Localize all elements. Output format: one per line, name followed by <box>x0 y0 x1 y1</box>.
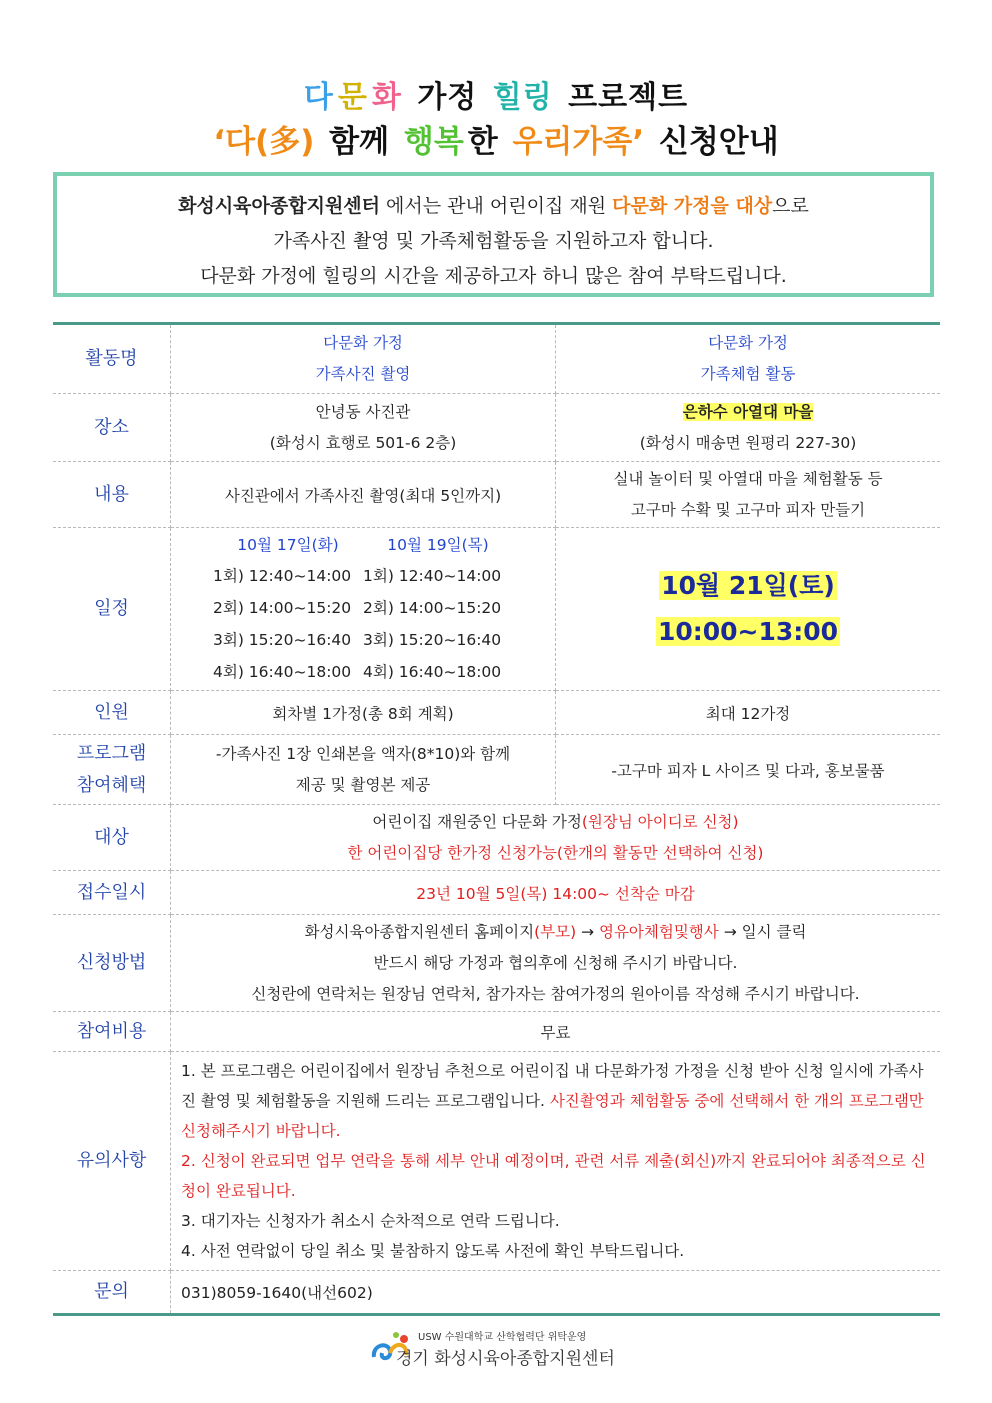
row-label: 대상 <box>53 805 171 871</box>
row-label: 내용 <box>53 462 171 528</box>
title-word: 한 <box>467 124 498 160</box>
schedule-slot <box>177 560 549 592</box>
cell-line: 반드시 해당 가정과 협의후에 신청해 주시기 바랍니다. <box>373 953 738 972</box>
benefit-experience: -고구마 피자 L 사이즈 및 다과, 홍보물품 <box>556 735 940 805</box>
title-word: 프로젝트 <box>568 80 689 115</box>
apply-text: → 일시 클릭 <box>718 922 807 941</box>
slot-time: 1회) 12:40~14:00 <box>213 567 352 585</box>
slot-time: 3회) 15:20~16:40 <box>213 631 352 649</box>
slot-time: 2회) 14:00~15:20 <box>363 599 502 617</box>
activity-experience <box>556 324 940 394</box>
footer-operator: USW 수원대학교 산학협력단 위탁운영 <box>418 1332 587 1343</box>
intro-box <box>53 172 934 297</box>
schedule-photo <box>171 528 556 691</box>
schedule-slot <box>177 656 549 688</box>
table-row <box>53 1012 940 1052</box>
table-row <box>53 462 940 528</box>
row-label: 참여비용 <box>53 1012 171 1052</box>
date-cell: 23년 10월 5일(목) 14:00~ 선착순 마감 <box>171 871 941 915</box>
cell-line <box>562 397 934 428</box>
slot-time: 4회) 16:40~18:00 <box>363 663 502 681</box>
slot-time: 3회) 15:20~16:40 <box>363 631 502 649</box>
title-word: 우리가족’ <box>512 124 645 160</box>
arrow-icon: → <box>576 922 599 941</box>
row-label: 장소 <box>53 394 171 462</box>
title-word: 함께 <box>329 124 390 160</box>
place-photo <box>171 394 556 462</box>
cell-line: (화성시 효행로 501-6 2층) <box>269 433 457 452</box>
cell-line: -가족사진 1장 인쇄본을 액자(8*10)와 함께 <box>215 744 511 763</box>
note-item: 2. 신청이 완료되면 업무 연락을 통해 세부 안내 예정이며, 관련 서류 제출(회신)까지 완료되어야 최종적으로 신청이 완료됩니다. <box>181 1152 926 1200</box>
benefit-photo <box>171 735 556 805</box>
activity-photo <box>171 324 556 394</box>
info-table <box>53 322 940 1316</box>
note-item <box>181 1056 926 1146</box>
slot-time: 4회) 16:40~18:00 <box>213 663 352 681</box>
apply-red: (부모) <box>534 922 577 941</box>
schedule-experience <box>556 528 940 691</box>
intro-text: 에서는 관내 어린이집 재원 <box>380 195 613 217</box>
contact-cell: 031)8059-1640(내선602) <box>171 1271 941 1315</box>
intro-org: 화성시육아종합지원센터 <box>178 195 381 217</box>
table-row <box>53 1271 940 1315</box>
row-label: 문의 <box>53 1271 171 1315</box>
people-photo: 회차별 1가정(총 8회 계획) <box>171 691 556 735</box>
cell-line: 실내 놀이터 및 아열대 마을 체험활동 등 <box>613 469 883 488</box>
highlight-time: 10:00~13:00 <box>657 617 839 646</box>
apply-text: 화성시육아종합지원센터 홈페이지 <box>304 922 535 941</box>
note-item: 3. 대기자는 신청자가 취소시 순차적으로 연락 드립니다. <box>181 1212 560 1230</box>
highlight-date: 10월 21일(토) <box>661 571 835 600</box>
notes-cell <box>171 1052 941 1271</box>
intro-highlight: 다문화 가정을 대상 <box>612 195 773 217</box>
table-row <box>53 324 940 394</box>
title-word: 힐링 <box>492 80 553 115</box>
table-row <box>53 735 940 805</box>
schedule-day: 10월 17일(화) <box>237 536 339 554</box>
title-word: 다 <box>303 80 334 115</box>
row-label: 일정 <box>53 528 171 691</box>
intro-line-3: 다문화 가정에 힐링의 시간을 제공하고자 하니 많은 참여 부탁드립니다. <box>200 265 787 287</box>
row-label: 접수일시 <box>53 871 171 915</box>
row-label: 활동명 <box>53 324 171 394</box>
label-line: 참여혜택 <box>76 774 147 796</box>
table-row <box>53 805 940 871</box>
title-line-2 <box>0 116 992 161</box>
slot-time: 2회) 14:00~15:20 <box>213 599 352 617</box>
footer-org-name: 경기 화성시육아종합지원센터 <box>396 1349 615 1369</box>
title-word: 가정 <box>417 80 478 115</box>
cell-line: 신청란에 연락처는 원장님 연락처, 참가자는 참여가정의 원아이름 작성해 주시기 바랍니다. <box>251 984 860 1003</box>
target-note: (원장님 아이디로 신청) <box>581 812 739 831</box>
title-word: 화 <box>371 80 402 115</box>
cell-line: 고구마 수확 및 고구마 피자 만들기 <box>630 500 866 519</box>
cell-line: 가족사진 촬영 <box>315 365 411 383</box>
schedule-slot <box>177 592 549 624</box>
content-photo: 사진관에서 가족사진 촬영(최대 5인까지) <box>171 462 556 528</box>
cell-line: 제공 및 촬영본 제공 <box>295 775 431 794</box>
cell-line <box>562 563 934 609</box>
apply-red: 영유아체험및행사 <box>598 922 719 941</box>
content-experience <box>556 462 940 528</box>
title-word: 문 <box>337 80 368 115</box>
target-cell <box>171 805 941 871</box>
row-label: 신청방법 <box>53 915 171 1012</box>
cell-line: 다문화 가정 <box>323 334 403 352</box>
cell-line <box>177 807 934 838</box>
title-word: 행복 <box>403 124 464 160</box>
table-row <box>53 871 940 915</box>
table-row <box>53 691 940 735</box>
intro-text: 으로 <box>772 195 809 217</box>
schedule-days <box>177 530 549 560</box>
slot-time: 1회) 12:40~14:00 <box>363 567 502 585</box>
title-line-1 <box>0 72 992 116</box>
note-text: 1. 본 프로그램은 어린이집에서 원장님 추천으로 어린이집 내 다문화가정 가정을 신청 받아 신청 일시에 가족사진 촬영 및 체험활동을 지원해 드리는 프로그램입니다. <box>181 1062 924 1110</box>
schedule-slot <box>177 624 549 656</box>
schedule-day: 10월 19일(목) <box>387 536 489 554</box>
table-row <box>53 394 940 462</box>
table-row <box>53 528 940 691</box>
cell-line: 다문화 가정 <box>708 334 788 352</box>
intro-line-2: 가족사진 촬영 및 가족체험활동을 지원하고자 합니다. <box>273 230 714 252</box>
title-word: ‘다(多) <box>213 124 315 160</box>
title-word: 신청안내 <box>658 124 779 160</box>
table-row <box>53 1052 940 1271</box>
cell-line: 안녕동 사진관 <box>315 402 411 421</box>
row-label: 유의사항 <box>53 1052 171 1271</box>
cell-line: 가족체험 활동 <box>700 365 796 383</box>
cell-line <box>562 609 934 655</box>
target-text: 어린이집 재원중인 다문화 가정 <box>372 812 582 831</box>
cell-line: (화성시 매송면 원평리 227-30) <box>639 433 857 452</box>
cell-line: 한 어린이집당 한가정 신청가능(한개의 활동만 선택하여 신청) <box>347 843 764 862</box>
table-row <box>53 915 940 1012</box>
apply-cell <box>171 915 941 1012</box>
note-item: 4. 사전 연락없이 당일 취소 및 불참하지 않도록 사전에 확인 부탁드립니다. <box>181 1242 685 1260</box>
highlight-text: 은하수 아열대 마을 <box>682 402 814 421</box>
row-label <box>53 735 171 805</box>
row-label: 인원 <box>53 691 171 735</box>
cell-line <box>177 917 934 948</box>
place-experience <box>556 394 940 462</box>
people-experience: 최대 12가정 <box>556 691 940 735</box>
label-line: 프로그램 <box>76 742 147 764</box>
note-red: 사진촬영과 체험활동 중에 선택해서 한 개의 프로그램만 신청해주시기 바랍니다. <box>181 1092 924 1140</box>
cost-cell: 무료 <box>171 1012 941 1052</box>
intro-line-1 <box>57 189 930 224</box>
